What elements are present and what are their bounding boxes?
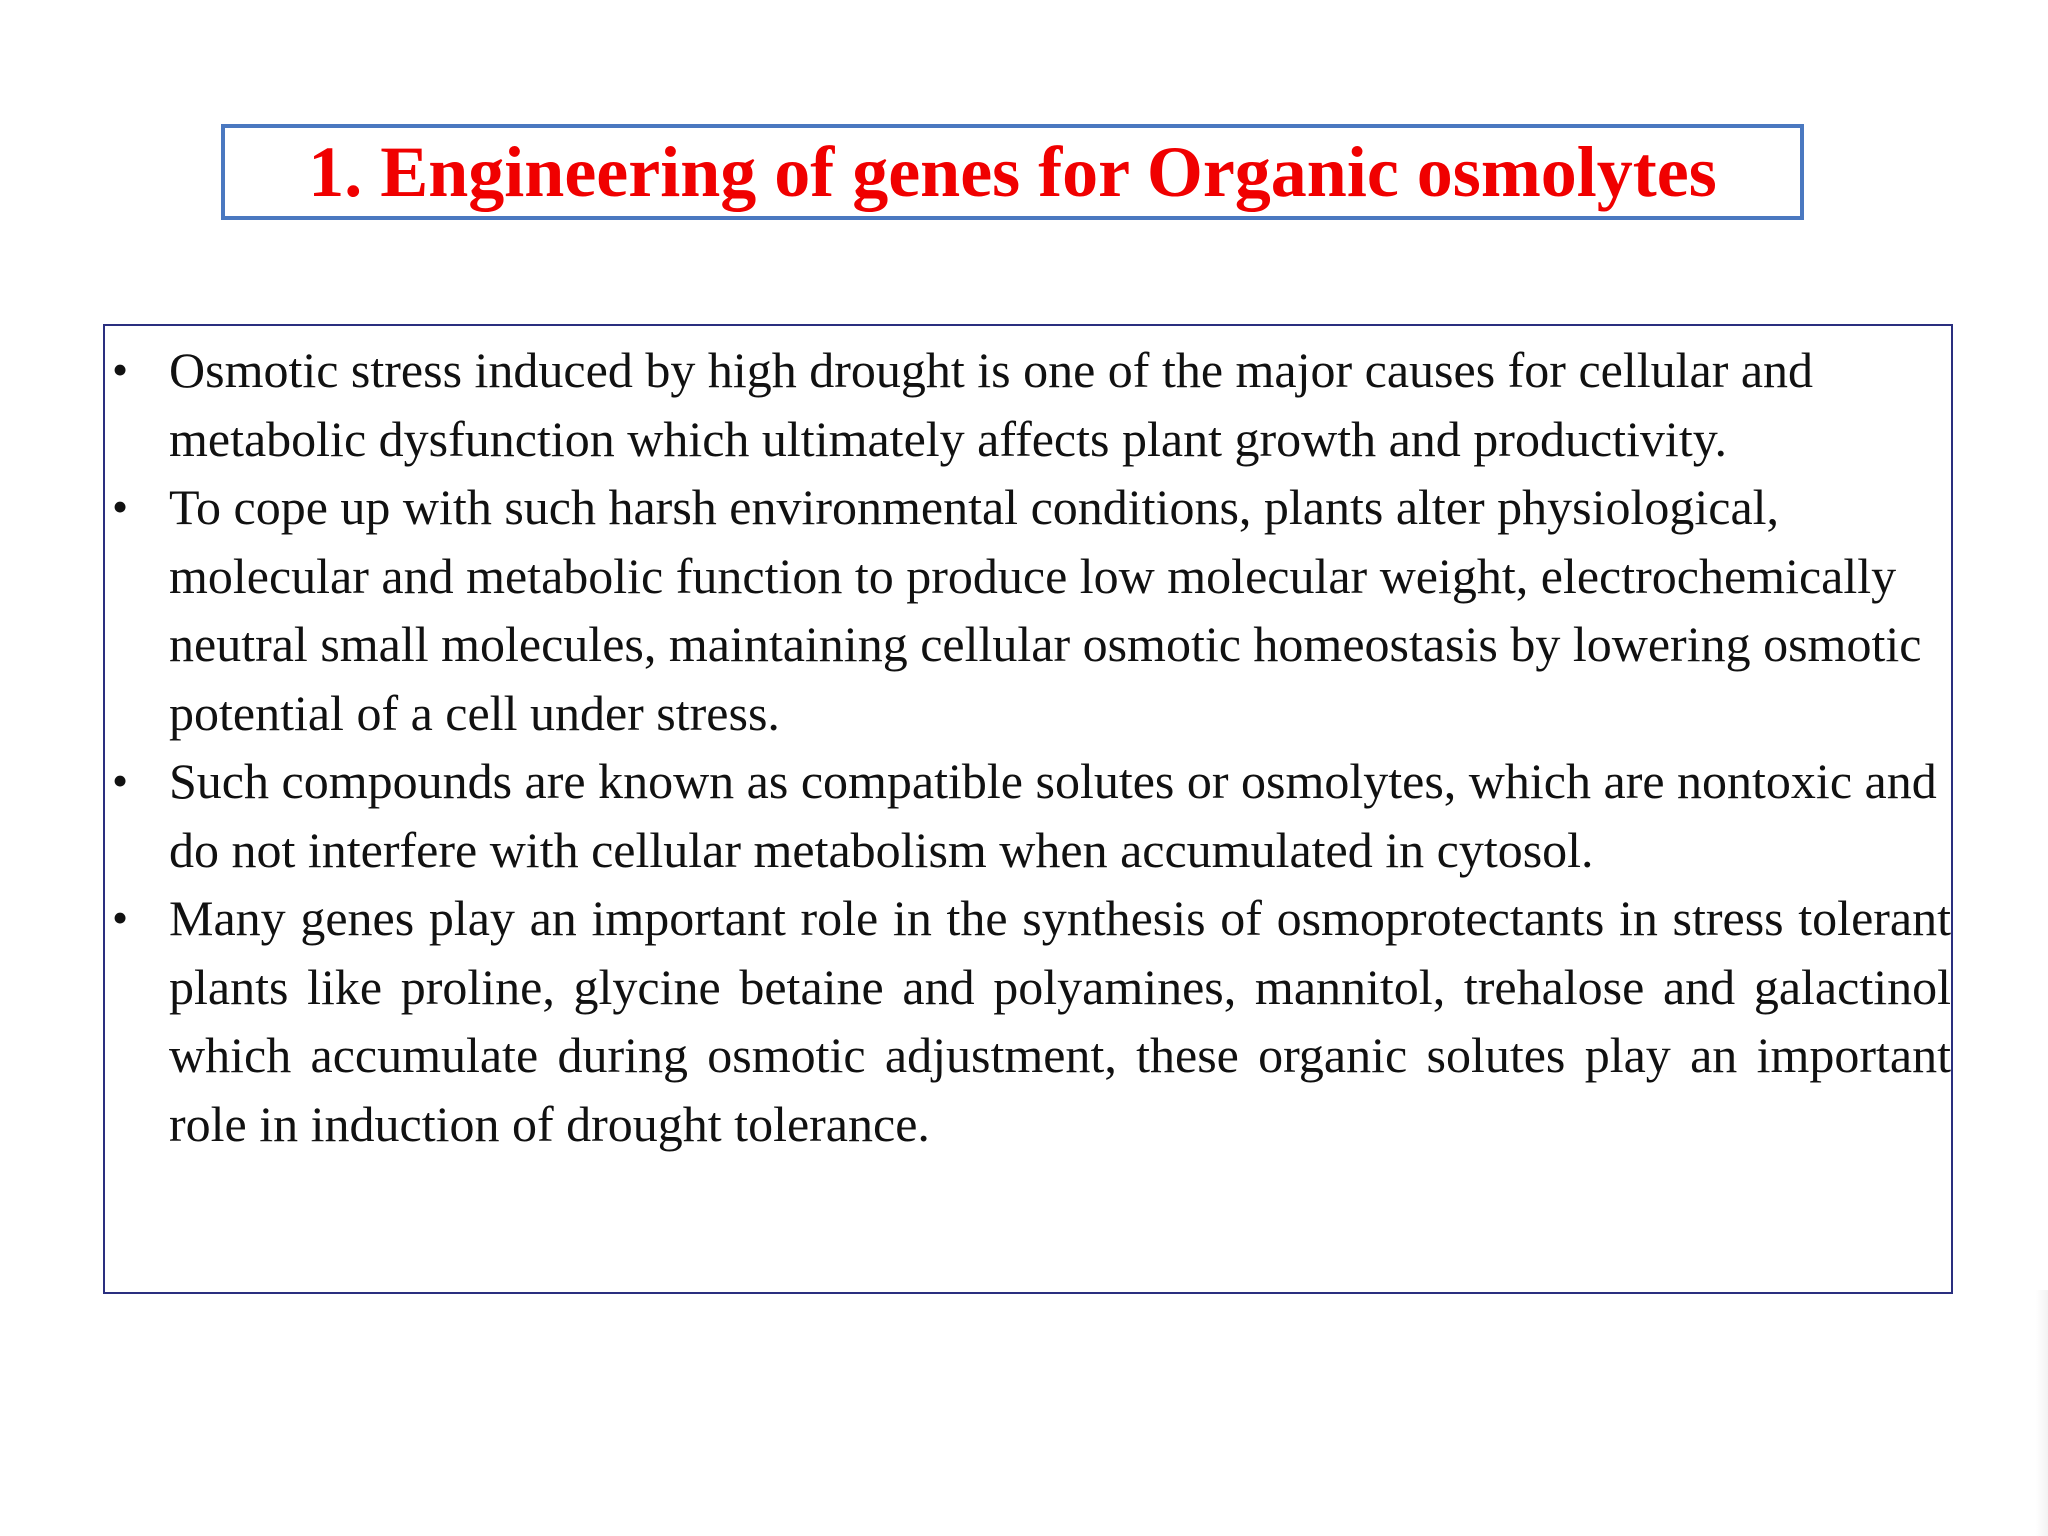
bullet-text: Osmotic stress induced by high drought is one of the major causes for cellular and metabolic dysfunction which ultimately affects plant growth and productivity.	[169, 342, 1814, 467]
bullet-list	[105, 336, 1951, 1158]
bullet-icon: •	[111, 755, 129, 806]
bullet-item-compatible-solutes	[105, 747, 1951, 884]
bullet-item-osmotic-stress	[105, 336, 1951, 473]
bullet-icon: •	[111, 481, 129, 532]
bullet-text: To cope up with such harsh environmental conditions, plants alter physiological, molecular and metabolic function to produce low molecular weight, electrochemically neutral small molecules, maintaining cellular osmotic homeostasis by lowering osmotic potential of a cell under stress.	[169, 479, 1922, 741]
bullet-text: Such compounds are known as compatible solutes or osmolytes, which are nontoxic and do not interfere with cellular metabolism when accumulated in cytosol.	[169, 753, 1937, 878]
title-box	[221, 124, 1804, 220]
bullet-icon: •	[111, 892, 129, 943]
bullet-item-many-genes	[105, 884, 1951, 1158]
bullet-icon: •	[111, 344, 129, 395]
bullet-text: Many genes play an important role in the synthesis of osmoprotectants in stress tolerant plants like proline, glycine betaine and polyamines, mannitol, trehalose and galactinol which accumulate during osmotic adjustment, these organic solutes play an important role in induction of drought tolerance.	[169, 890, 1951, 1152]
content-box	[103, 324, 1953, 1294]
slide-title: 1. Engineering of genes for Organic osmolytes	[308, 132, 1717, 212]
bullet-item-cope-up	[105, 473, 1951, 747]
edge-shadow	[2036, 1290, 2048, 1536]
